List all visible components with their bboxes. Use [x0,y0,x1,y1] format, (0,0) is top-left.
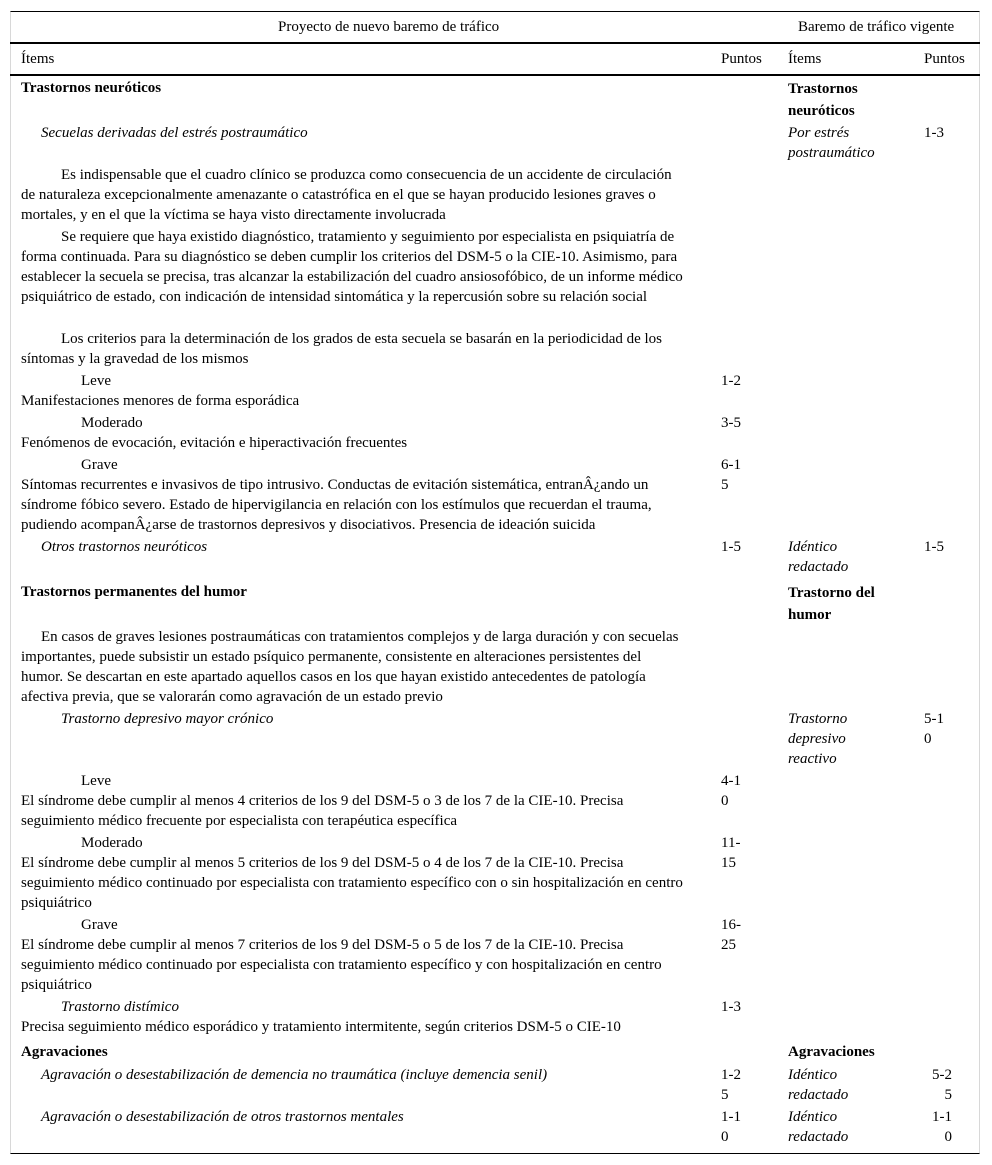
vigente-trastorno-depresivo-puntos: 5-10 [924,711,944,747]
vigente-title: Baremo de tráfico vigente [798,19,955,35]
grade-grave-puntos: 6-15 [721,457,741,493]
tdm-grade-grave-description: El síndrome debe cumplir al menos 7 criterios de los 9 del DSM-5 o 5 de los 7 de la CIE-10. Precisa seguimiento médico continuado por especialista con tratamiento específico y con hospitalización en centro psiquiátrico [21,937,662,993]
section-heading-humor: Trastornos permanentes del humor [21,584,247,600]
tdm-grade-grave-puntos: 16-25 [721,917,741,953]
sub-estres-postraumatico: Secuelas derivadas del estrés postraumático [41,125,308,141]
agravacion-otros-trastornos: Agravación o desestabilización de otros trastornos mentales [41,1109,404,1125]
grade-moderado-puntos: 3-5 [721,415,741,431]
trastorno-distimico: Trastorno distímico [61,999,179,1015]
grade-leve-description: Manifestaciones menores de forma esporádica [21,393,300,409]
col-items-vigente-header: Ítems [788,51,822,67]
trastorno-depresivo-mayor: Trastorno depresivo mayor crónico [61,711,274,727]
column-header-rule [10,74,980,76]
section-heading-neuroticos: Trastornos neuróticos [21,80,162,96]
grade-leve-puntos: 1-2 [721,373,741,389]
vigente-sub-estres: Por estrés postraumático [788,125,875,161]
header-rule [10,42,980,44]
vigente-heading-agravaciones: Agravaciones [788,1044,875,1060]
vigente-heading-neuroticos: Trastornos neuróticos [788,81,858,119]
section-heading-agravaciones: Agravaciones [21,1044,108,1060]
tdm-grade-leve-puntos: 4-10 [721,773,741,809]
grade-grave: Grave [81,457,118,473]
tdm-grade-leve: Leve [81,773,111,789]
grade-moderado-description: Fenómenos de evocación, evitación e hiperactivación frecuentes [21,435,408,451]
grade-leve: Leve [81,373,111,389]
trastorno-distimico-puntos: 1-3 [721,999,741,1015]
vigente-heading-humor: Trastorno del humor [788,585,875,623]
paragraph-humor: En casos de graves lesiones postraumáticas con tratamientos complejos y de larga duración y con secuelas importantes, puede subsistir un estado psíquico permanente, consistente en alteraciones persistentes del humor. Se descartan en este apartado aquellos casos en los que hayan existido antecedentes de patología afectiva previa, que se valorarán como agravación de un estado previo [21,629,679,705]
tdm-grade-grave: Grave [81,917,118,933]
vigente-trastorno-depresivo: Trastorno depresivo reactivo [788,711,848,767]
tdm-grade-moderado-description: El síndrome debe cumplir al menos 5 criterios de los 9 del DSM-5 o 4 de los 7 de la CIE-10. Precisa seguimiento médico continuado por especialista con tratamiento específico con o sin hospitalización en centro psiquiátrico [21,855,683,911]
vigente-sub-estres-puntos: 1-3 [924,125,944,141]
vigente-agravacion-otros: Idéntico redactado [788,1109,849,1145]
tdm-grade-moderado-puntos: 11-15 [721,835,741,871]
col-puntos-vigente-header: Puntos [924,51,965,67]
agravacion-otros-puntos: 1-10 [721,1109,741,1145]
paragraph-diagnostico: Se requiere que haya existido diagnóstico, tratamiento y seguimiento por especialista en psiquiatría de forma continuada. Para su diagnóstico se deben cumplir los criterios del DSM-5 o la CIE-10. Asimismo, para establecer la secuela se precisa, tras alcanzar la estabilización del cuadro ansiosofóbico, de un informe médico psiquiátrico de estado, con indicación de intensidad sintomática y la repercusión sobre su relación social [21,229,683,305]
vigente-otros-identico: Idéntico redactado [788,539,849,575]
vigente-agravacion-demencia-puntos: 5-25 [932,1067,952,1103]
vigente-agravacion-otros-puntos: 1-10 [932,1109,952,1145]
grade-grave-description: Síntomas recurrentes e invasivos de tipo intrusivo. Conductas de evitación sistemática, entranÂ¿ando un síndrome fóbico severo. Estado de hipervigilancia en relación con los estímulos que recuerdan el trauma, pudiendo acompanÂ¿arse de trastornos depresivos y disociativos. Presencia de ideación suicida [21,477,652,533]
otros-trastornos-puntos: 1-5 [721,539,741,555]
otros-trastornos-neuroticos: Otros trastornos neuróticos [41,539,208,555]
paragraph-criterios: Los criterios para la determinación de los grados de esta secuela se basarán en la periodicidad de los síntomas y la gravedad de los mismos [21,331,663,367]
col-puntos-header: Puntos [721,51,762,67]
vigente-otros-puntos: 1-5 [924,539,944,555]
agravacion-demencia-puntos: 1-25 [721,1067,741,1103]
grade-moderado: Moderado [81,415,143,431]
tdm-grade-moderado: Moderado [81,835,143,851]
vigente-agravacion-demencia: Idéntico redactado [788,1067,849,1103]
agravacion-demencia: Agravación o desestabilización de demencia no traumática (incluye demencia senil) [41,1067,548,1083]
proyecto-title: Proyecto de nuevo baremo de tráfico [278,19,500,35]
paragraph-indispensable: Es indispensable que el cuadro clínico se produzca como consecuencia de un accidente de circulación de naturaleza excepcionalmente amenazante o catastrófica en el que se hayan producido lesiones graves o mortales, y en el que la víctima se haya visto directamente involucrada [21,167,672,223]
tdm-grade-leve-description: El síndrome debe cumplir al menos 4 criterios de los 9 del DSM-5 o 3 de los 7 de la CIE-10. Precisa seguimiento médico frecuente por especialista con terapéutica específica [21,793,624,829]
col-items-header: Ítems [21,51,55,67]
trastorno-distimico-description: Precisa seguimiento médico esporádico y tratamiento intermitente, según criterios DSM-5 o CIE-10 [21,1019,621,1035]
